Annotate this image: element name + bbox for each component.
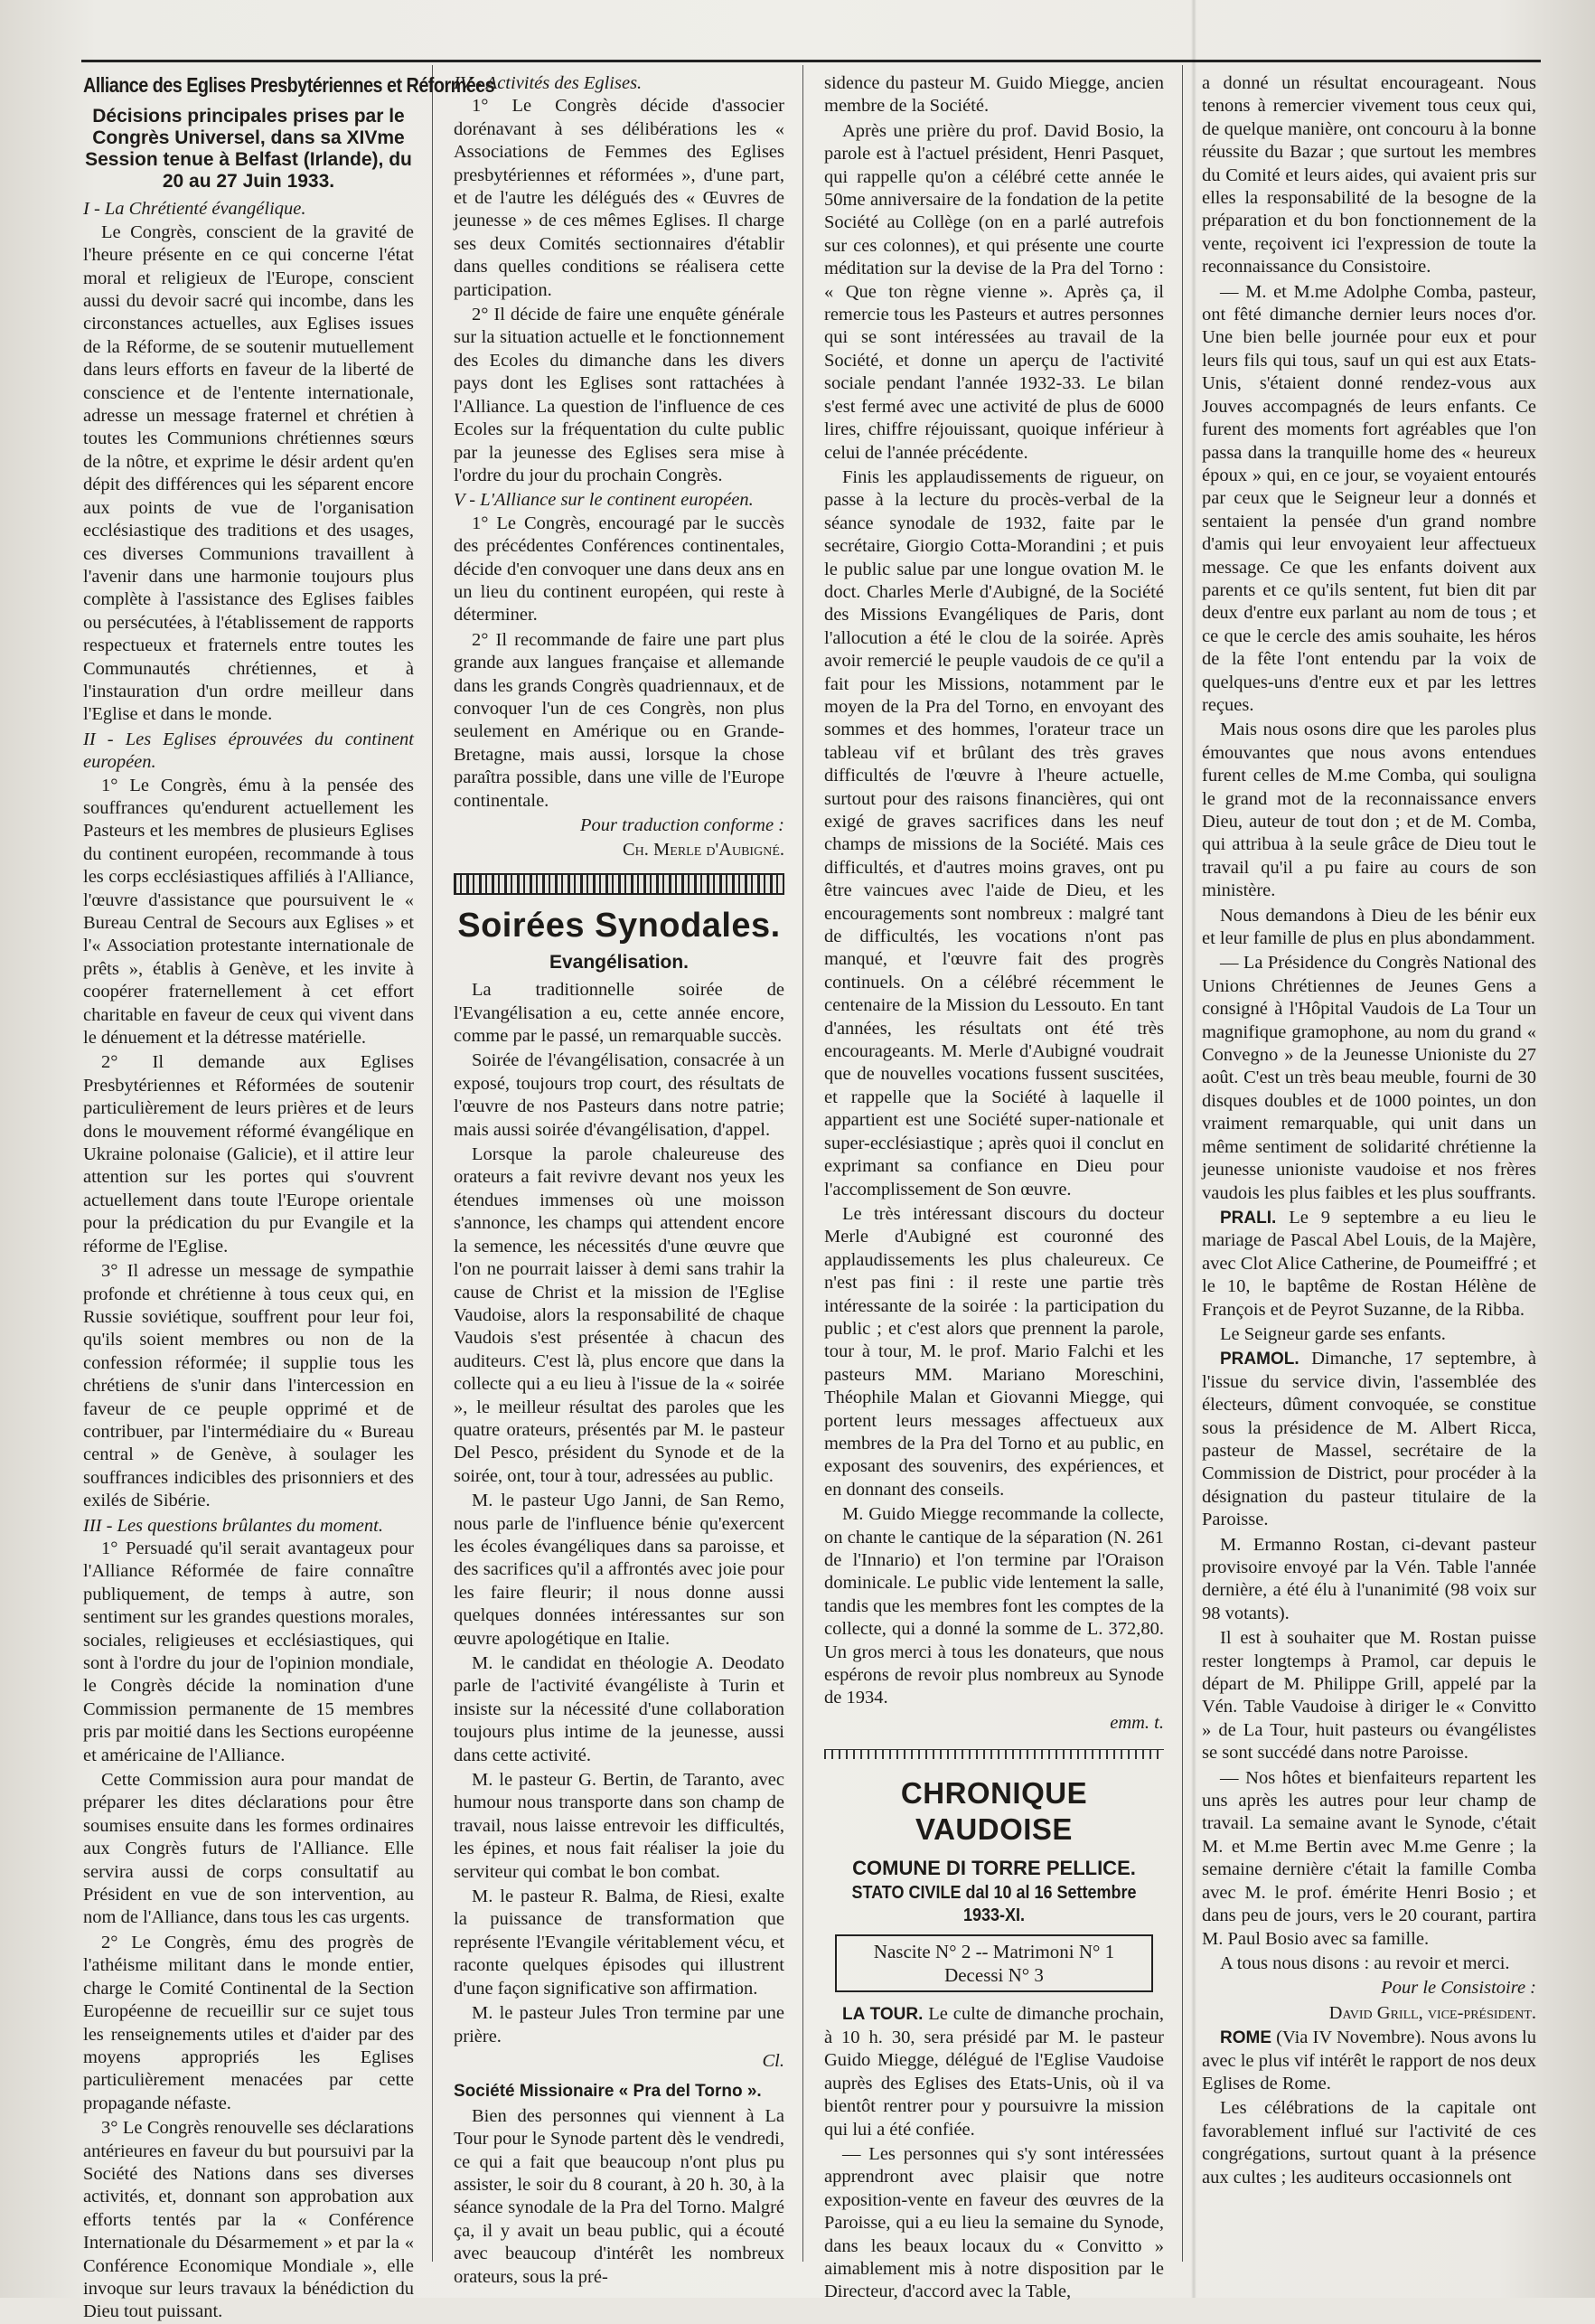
- paragraph: M. le pasteur Jules Tron termine par une prière.: [454, 2003, 784, 2046]
- column-divider: [802, 65, 803, 2262]
- paragraph: Cette Commission aura pour mandat de préparer les dites déclarations pour être soumises ensuite dans les formes ordinaires aux Congrès futurs de l'Alliance. Elle servira aussi de corps consultatif au Président en vue de son intervention, au nom de l'Alliance, dans tous les cas urgents.: [83, 1770, 414, 1928]
- paragraph: Le Seigneur garde ses enfants.: [1220, 1323, 1446, 1344]
- societe-missionaire-title: Société Missionaire « Pra del Torno ».: [454, 2082, 762, 2102]
- paragraph: Bien des personnes qui viennent à La Tour pour le Synode partent dès le vendredi, ce qui a fait que beaucoup n'ont plus pu assister, le soir du 8 courant, à 20 h. 30, à la séance synodale de la Pra del Torno. Malgré ça, il y avait un beau public, qui a écouté avec beaucoup d'intérêt les nombreux orateurs, sous la pré-: [454, 2105, 784, 2287]
- paragraph: a donné un résultat encourageant. Nous tenons à remercier vivement tous ceux qui, de quelque manière, ont concouru à la bonne réussite du Bazar ; que surtout les membres du Comité et leurs aides, qui avaient pris sur elles la responsabilité de la besogne de la préparation et du bon fonctionnement de la vente, reçoivent ici l'expression de toute la reconnaissance du Consistoire.: [1202, 73, 1536, 278]
- section-title: II - Les Eglises éprouvées du continent européen.: [83, 729, 414, 773]
- article-heading-alliance: Alliance des Eglises Presbytériennes et Réformées: [83, 73, 495, 97]
- column-2: [454, 72, 784, 2287]
- paragraph: 2° Le Congrès, ému des progrès de l'athéisme militant dans le monde entier, charge le Comité Continental de la Section Européenne de recueillir sur ce sujet tous les renseignements utiles et d'aider par des moyens appropriés les Eglises particulièrement menacées par cette propagande néfaste.: [83, 1932, 414, 2113]
- decisions-title: Décisions principales prises par le Congrès Universel, dans sa XIVme Session tenue à Belfast (Irlande), du 20 au 27 Juin 1933.: [85, 106, 412, 193]
- place-name: ROME: [1220, 2028, 1271, 2048]
- paragraph: 2° Il demande aux Eglises Presbytériennes et Réformées de soutenir particulièrement de leurs prières et de leurs dons le mouvement réformé évangélique en Ukraine polonaise (Galicie), et il attire leur attention sur les portes qui s'ouvrent actuellement dans toute l'Europe orientale pour la prédication du pur Evangile et la réforme de l'Eglise.: [83, 1052, 414, 1256]
- civil-status-box: [835, 1934, 1153, 1992]
- paragraph: Les célébrations de la capitale ont favorablement influé sur l'activité de ces congrégations, surtout quant à la présence aux cultes ; les auditeurs occasionnels ont: [1202, 2098, 1536, 2188]
- ornament-divider: [454, 873, 784, 895]
- translation-note: Pour traduction conforme :: [579, 815, 784, 835]
- signature: emm. t.: [1110, 1712, 1164, 1733]
- paragraph: A tous nous disons : au revoir et merci.: [1220, 1952, 1510, 1973]
- paragraph: 1° Persuadé qu'il serait avantageux pour l'Alliance Réformée de faire connaître publiquement, de temps à autre, son sentiment sur les grandes questions morales, sociales, religieuses et ecclésiastiques, qui sont à l'ordre du jour de l'opinion mondiale, le Congrès décide la nomination d'une Commission permanente de 15 membres pris par moitié dans les Sections européenne et américaine de l'Alliance.: [83, 1538, 414, 1765]
- paragraph: 1° Le Congrès, ému à la pensée des souffrances qu'endurent actuellement les Pasteurs et les membres de plusieurs Eglises du continent européen, recommande à tous les corps ecclésiastiques affiliés à l'Alliance, l'œuvre d'assistance que poursuivent le « Bureau Central de Secours aux Eglises » et l'« Association protestante internationale de prêts », établis à Genève, et les invite à coopérer fraternellement à cet effort charitable en faveur de ceux qui vivent dans le dénuement et la détresse matérielle.: [83, 775, 414, 1049]
- paragraph: 2° Il décide de faire une enquête générale sur la situation actuelle et le fonctionnement des Ecoles du dimanche dans les divers pays dont les Eglises sont rattachées à l'Alliance. La question de l'influence de ces Ecoles sur la fréquentation du culte public par la jeunesse des Eglises sera mise à l'ordre du jour du prochain Congrès.: [454, 305, 784, 485]
- paragraph: — La Présidence du Congrès National des Unions Chrétiennes de Jeunes Gens a consigné à l'Hôpital Vaudois de La Tour un magnifique gramophone, au nom du grand « Convegno » de la Jeunesse Unioniste du 27 août. C'est un très beau meuble, fourni de 30 disques doubles et de 1000 pointes, un don vraiment remarquable, qui unit dans un même sentiment de solidarité chrétienne la jeunesse unioniste vaudoise et nos frères vaudois les plus faibles et les plus souffrants.: [1202, 953, 1536, 1203]
- paragraph: Le très intéressant discours du docteur Merle d'Aubigné est couronné des applaudissements les plus chaleureux. Ce n'est pas fini : il reste une partie très intéressante de la soirée : la participation du public ; et c'est alors que prennent la parole, tour à tour, M. le prof. Mario Falchi et les pasteurs MM. Mariano Moreschini, Théophile Malan et Giovanni Miegge, qui portent leurs messages affectueux aux membres de la Pra del Torno et au public, en exposant des souvenirs, des expériences, et en donnant des conseils.: [824, 1203, 1164, 1500]
- top-rule: [81, 60, 1541, 62]
- deaths: Decessi N° 3: [944, 1964, 1044, 1987]
- paragraph: — Nos hôtes et bienfaiteurs repartent les uns après les autres pour leur champ de travail. La semaine avant le Synode, c'était M. et M.me Bertin avec M.me Genre ; la semaine dernière c'était la famille Comba avec M. le prof. émérite Henri Bosio ; et dans peu de jours, vers le 20 courant, partira M. Paul Bosio avec sa famille.: [1202, 1767, 1536, 1949]
- signature: David Grill, vice-président.: [1328, 2002, 1536, 2023]
- paragraph: M. Ermanno Rostan, ci-devant pasteur provisoire envoyé par la Vén. Table l'année dernière, a été élu à l'unanimité (98 voix sur 98 votants).: [1202, 1534, 1536, 1623]
- section-title: I - La Chrétienté évangélique.: [83, 199, 306, 220]
- paragraph: Mais nous osons dire que les paroles plus émouvantes que nous avons entendues furent celles de M.me Comba, qui souligna le grand mot de la reconnaissance envers Dieu, auteur de tout don ; et de M. Comba, qui attribua à la seule grâce de Dieu tout le travail qu'il a pu faire au cours de son ministère.: [1202, 720, 1536, 901]
- paragraph: 1° Le Congrès décide d'associer dorénavant à ses délibérations les « Associations de Femmes des Eglises presbytériennes et réformées », d'une part, et de l'autre les délégués des « Œuvres de jeunesse » de ces mêmes Eglises. Il charge ses deux Comités sectionnaires d'établir dans quelles conditions se réalisera cette participation.: [454, 96, 784, 300]
- paragraph: Nous demandons à Dieu de les bénir eux et leur famille de plus en plus abondamment.: [1202, 905, 1536, 949]
- column-1: [83, 72, 495, 2322]
- paragraph: Lorsque la parole chaleureuse des orateurs a fait revivre devant nos yeux les étendues immenses où une moisson s'annonce, les champs qui attendent encore la semence, les nécessités d'une œuvre que l'on ne pourrait laisser à demi sans trahir la cause de Christ et la mission de l'Eglise Vaudoise, alors la responsabilité de chaque Vaudois s'est présentée à chacun des auditeurs. C'est là, plus encore que dans la collecte qui a eu lieu à l'issue de la « soirée », le meilleur résultat des paroles que les quatre orateurs, présentés par M. le pasteur Del Pesco, président du Synode et de la soirée, ont, tour à tour, adressées au public.: [454, 1144, 784, 1486]
- paragraph: [1202, 1348, 1536, 1531]
- ornament-divider: [824, 1749, 1164, 1759]
- paragraph: [1202, 1207, 1536, 1322]
- translator-signature: Ch. Merle d'Aubigné.: [623, 840, 784, 861]
- place-name: LA TOUR.: [842, 2005, 924, 2025]
- evangelisation-subtitle: Evangélisation.: [549, 951, 690, 973]
- paragraph: — Les personnes qui s'y sont intéressées apprendront avec plaisir que notre exposition-vente en faveur des œuvres de la Paroisse, qui a eu lieu la semaine du Synode, dans les beaux locaux du « Convitto » aimablement mis à notre disposition par le Directeur, d'accord avec la Table,: [824, 2143, 1164, 2302]
- paragraph: Soirée de l'évangélisation, consacrée à un exposé, toujours trop court, des résultats de l'œuvre de nos Pasteurs dans notre patrie; mais aussi soirée d'évangélisation, d'appel.: [454, 1050, 784, 1140]
- paragraph: M. le pasteur Ugo Janni, de San Remo, nous parle de l'influence bénie qu'exercent les écoles évangéliques dans sa paroisse, et des sacrifices qu'il a affrontés avec joie pour les faire fleurir; il nous donne aussi quelques données intéressantes sur son œuvre apologétique en Italie.: [454, 1491, 784, 1649]
- paragraph: 3° Il adresse un message de sympathie profonde et chrétienne à tous ceux qui, en Russie soviétique, souffrent pour leur foi, qu'ils soient membres ou non de la confession réformée; il supplie tous les chrétiens de s'unir dans l'intercession en faveur de ce peuple opprimé et de contribuer, par l'intermédiaire du « Bureau central » de Genève, à soulager les souffrances indicibles des prisonniers et des exilés de Sibérie.: [83, 1261, 414, 1511]
- paragraph: Après une prière du prof. David Bosio, la parole est à l'actuel président, Henri Pasquet, qui rappelle qu'on a célébré cette année le 50me anniversaire de la fondation de la petite Société au Collège (on en a parlé autrefois sur ces colonnes), et qui présente une courte méditation sur la devise de la Pra del Torno : « Que ton règne vienne ». Après ça, il remercie tous les Pasteurs et autres personnes qui se sont intéressées au travail de la Société, et donne un aperçu de l'activité sociale pendant l'année 1932-33. Le bilan s'est fermé avec une activité de plus de 6000 lires, chiffre réjouissant, quoique inférieur à celui de l'année précédente.: [824, 120, 1164, 463]
- paragraph: 2° Il recommande de faire une part plus grande aux langues française et allemande dans les grands Congrès quadriennaux, et de convoquer l'un de ces Congrès, non plus seulement en Amérique ou en Grande-Bretagne, mais aussi, lorsque la chose paraîtra possible, dans une ville de l'Europe continentale.: [454, 629, 784, 811]
- paper-fold: [1191, 0, 1196, 2298]
- paragraph: — M. et M.me Adolphe Comba, pasteur, ont fêté dimanche dernier leurs noces d'or. Une bien belle journée pour eux et pour leurs fils qui tous, sauf un qui est aux Etats-Unis, s'étaient donné rendez-vous aux Jouves accompagnés de leurs enfants. Ce furent des moments fort agréables que l'on passa dans la tranquille home des « heureux époux » qui, en ce jour, se voyaient entourés par ceux que le Seigneur leur a donnés et sentaient la pensée d'un grand nombre d'amis qui leur envoyaient leur affectueux message. Ce que les enfants doivent aux parents et ce qu'ils sentent, fut bien dit par deux d'entre eux parlant au nom de tous ; et ce que le cercle des amis souhaite, les héros de la fête l'ont entendu par la voix de quelques-uns d'entre eux et par les lettres reçues.: [1202, 281, 1536, 715]
- births-marriages: Nascite N° 2 -- Matrimoni N° 1: [873, 1941, 1115, 1963]
- section-title: IV - Activités des Eglises.: [454, 73, 643, 93]
- paragraph: M. le candidat en théologie A. Deodato parle de l'activité évangéliste à Turin et insiste sur la nécessité d'une collaboration toujours plus intime de la jeunesse, aussi dans cette activité.: [454, 1653, 784, 1765]
- paragraph: Finis les applaudissements de rigueur, on passe à la lecture du procès-verbal de la séance synodale de 1932, faite par le secrétaire, Giorgio Cotta-Morandini ; et puis le public salue par une longue ovation M. le doct. Charles Merle d'Aubigné, de la Société des Missions Evangéliques de Paris, dont l'allocution a été le clou de la soirée. Après avoir remercié le peuple vaudois de ce qu'il a fait pour les Missions, notamment par le moyen de la Pra del Torno, en envoyant des sommes et des hommes, l'orateur trace un tableau vif et brûlant des très graves difficultés de l'œuvre à l'heure actuelle, surtout pour des raisons financières, qui ont exigé de graves sacrifices dans les neuf champs de missions de la Société. Mais ces difficultés, et d'autres moins graves, ont pu être vaincues avec l'aide de Dieu, et les encouragements sont nombreux : malgré tant de difficultés, les vocations n'ont pas manqué, et l'œuvre fait des progrès continuels. On a célébré récemment le centenaire de la Mission du Lessouto. En tant d'années, les résultats ont été très encourageants. M. Merle d'Aubigné voudrait que de nouvelles vocations fussent suscitées, et rappelle que la Société à laquelle il appartient est une Société super-nationale et super-ecclésiastique ; après quoi il conclut en exprimant sa confiance en Dieu pour l'accomplissement de Son œuvre.: [824, 466, 1164, 1200]
- comune-heading: COMUNE DI TORRE PELLICE.: [852, 1857, 1136, 1880]
- signature: Cl.: [762, 2050, 784, 2071]
- paragraph-text: Le culte de dimanche prochain, à 10 h. 30, sera présidé par M. le pasteur Guido Miegge, délégué de l'Eglise Vaudoise auprès des Eglises des Etats-Unis, où il va bientôt rentrer pour y poursuivre la mission qui lui a été confiée.: [824, 2004, 1164, 2140]
- place-name: PRAMOL.: [1220, 1350, 1299, 1369]
- paragraph: [824, 2003, 1164, 2141]
- paragraph: sidence du pasteur M. Guido Miegge, ancien membre de la Société.: [824, 73, 1164, 117]
- paragraph-text: (Via IV Novembre). Nous avons lu avec le plus vif intérêt le rapport de nos deux Eglises de Rome.: [1202, 2028, 1536, 2093]
- place-name: PRALI.: [1220, 1208, 1277, 1228]
- column-4: [1202, 72, 1536, 2278]
- column-divider: [1182, 65, 1183, 2262]
- section-title: V - L'Alliance sur le continent européen.: [454, 490, 754, 511]
- paragraph: [1202, 2027, 1536, 2095]
- paragraph: M. Guido Miegge recommande la collecte, on chante le cantique de la séparation (N. 261 de l'Innario) et l'on termine par l'Oraison dominicale. Le public vide lentement la salle, tandis que les membres font les comptes de la collecte, qui a donné la somme de L. 372,80. Un gros merci à tous les donateurs, que nous espérons de revoir plus nombreux au Synode de 1934.: [824, 1504, 1164, 1708]
- paragraph: 1° Le Congrès, encouragé par le succès des précédentes Conférences continentales, décide d'en convoquer une dans deux ans en un lieu du continent européen, qui reste à déterminer.: [454, 513, 784, 626]
- paragraph: M. le pasteur G. Bertin, de Taranto, avec humour nous transporte dans son champ de travail, nous laisse entrevoir les difficultés, les épines, et nous fait réaliser la joie du serviteur qui combat le bon combat.: [454, 1770, 784, 1882]
- paragraph: 3° Le Congrès renouvelle ses déclarations antérieures en faveur du but poursuivi par la Société des Nations dans ses diverses activités, et, donnant son approbation aux efforts tentés par la « Conférence Internationale du Désarmement » et par la « Conférence Economique Mondiale », elle invoque sur leurs travaux la bénédiction du Dieu tout puissant.: [83, 2118, 414, 2322]
- paragraph-text: Le 9 septembre a eu lieu le mariage de Pascal Abel Louis, de la Majère, avec Clot Alice Catherine, de Poumeiffré ; et le 10, le baptême de Rostan Hélène de François et de Peyrot Suzanne, de la Ribba.: [1202, 1207, 1536, 1320]
- consistoire-note: Pour le Consistoire :: [1381, 1978, 1536, 1999]
- paragraph-text: Dimanche, 17 septembre, à l'issue du service divin, l'assemblée des électeurs, dûment convoquée, se constitue sous la présidence de M. Albert Ricca, pasteur de Massel, secrétaire de la Commission de District, pour procéder à la désignation du pasteur titulaire de la Paroisse.: [1202, 1349, 1536, 1530]
- soirees-synodales-title: Soirées Synodales.: [457, 906, 781, 945]
- paragraph: Le Congrès, conscient de la gravité de l'heure présente en ce qui concerne l'état moral et religieux de l'Europe, conscient aussi du devoir sacré qui incombe, dans les circonstances actuelles, aux Eglises issues de la Réforme, de se soutenir mutuellement dans leurs efforts en faveur de la liberté de conscience et de l'entente internationale, adresse un message fraternel et chrétien à toutes les Communions chrétiennes sœurs de la nôtre, et exprime le désir ardent qu'en dépit des différences qui les séparent encore aux points de vue de l'organisation ecclésiastique des traditions et des usages, ces diverses Communions travaillent à l'avenir dans une harmonie toujours plus complète à l'assistance des Eglises faibles ou persécutées, à l'établissement de rapports respectueux et fraternels entre toutes les Communautés chrétiennes, et à l'instauration d'un ordre meilleur dans l'Eglise et dans le monde.: [83, 221, 414, 725]
- paragraph: Il est à souhaiter que M. Rostan puisse rester longtemps à Pramol, car depuis le départ de M. Philippe Grill, appelé par la Vén. Table Vaudoise à diriger le « Convitto » de La Tour, huit pasteurs ou évangélistes se sont succédé dans notre Paroisse.: [1202, 1628, 1536, 1764]
- stato-civile-heading: STATO CIVILE dal 10 al 16 Settembre 1933-XI.: [851, 1882, 1137, 1926]
- column-3: [824, 72, 1164, 2302]
- chronique-vaudoise-title: CHRONIQUE VAUDOISE: [900, 1776, 1088, 1847]
- column-divider: [432, 65, 433, 2262]
- paragraph: M. le pasteur R. Balma, de Riesi, exalte la puissance de transformation que représente l'Evangile véritablement vécu, et raconte quelques épisodes qui illustrent d'une façon significative son affirmation.: [454, 1886, 784, 1999]
- section-title: III - Les questions brûlantes du moment.: [83, 1515, 383, 1536]
- paragraph: La traditionnelle soirée de l'Evangélisation a eu, cette année encore, comme par le passé, un remarquable succès.: [454, 980, 784, 1047]
